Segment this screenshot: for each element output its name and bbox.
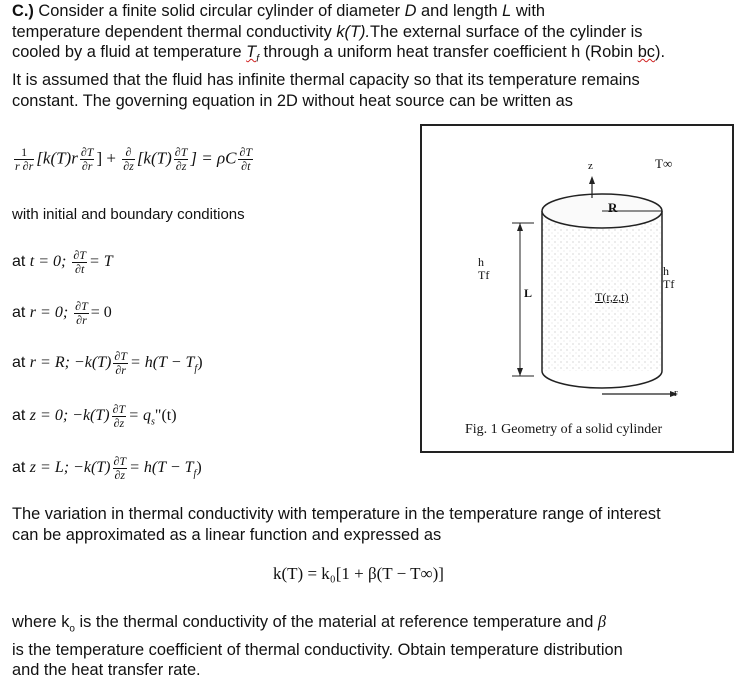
problem-intro <box>12 1 747 111</box>
conditions-heading: with initial and boundary conditions <box>12 206 245 223</box>
length-label: L <box>524 286 533 300</box>
cylinder-figure <box>420 124 734 453</box>
problem-label: C.) <box>12 2 34 20</box>
closing-line-1: where $k_o$ is the thermal conductivity of the material at reference temperature and β <box>12 612 607 635</box>
closing-line-2: is the temperature coefficient of thermal conductivity. Obtain temperature distribution <box>12 640 623 659</box>
r-label: r <box>674 387 678 399</box>
intro-line-3: cooled by a fluid at temperature $T_f$ through a uniform heat transfer coefficient h (Robin bc). <box>12 43 666 65</box>
bc-rR: at r = R; −k(T) $\frac{\partial T}{\partial r}$ = $h(T - T_f)$ <box>12 349 203 377</box>
bc-zL: at z = L; −k(T) $\frac{\partial T}{\partial z}$ = $h(T - T_f)$ <box>12 454 202 482</box>
z-label: z <box>588 160 593 172</box>
spelling-flag: bc <box>637 43 655 62</box>
bc-t0: at t = 0; $\frac{\partial T}{\partial t}$ = T <box>12 248 113 276</box>
bc-z0: at z = 0; −k(T) $\frac{\partial T}{\partial z}$ = $q_s"(t)$ <box>12 402 177 430</box>
intro-line-1: C.) Consider a finite solid circular cylinder of diameter D and length L with <box>12 2 545 20</box>
closing-line-3: and the heat transfer rate. <box>12 661 201 680</box>
h-right-label: h Tf <box>663 264 675 291</box>
h-left-label: h Tf <box>478 255 490 282</box>
conductivity-formula: k(T) = k₀[1 + β(T − T∞)] <box>273 564 444 583</box>
figure-caption: Fig. 1 Geometry of a solid cylinder <box>465 422 663 437</box>
temperature-field-label: T(r,z,t) <box>595 290 629 304</box>
closing-text <box>12 612 747 681</box>
bc-r0: at r = 0; $\frac{\partial T}{\partial r}$ = 0 <box>12 299 112 327</box>
radius-label: R <box>608 200 618 215</box>
tinf-label: T∞ <box>655 156 673 171</box>
intro-line-2: temperature dependent thermal conductivity k(T).The external surface of the cylinder is <box>12 22 643 41</box>
governing-equation: $\frac{1}{r \partial r}$ [k(T)r $\frac{\partial T}{\partial r}$ ] + $\frac{\partial}{\partial z}$ [k(T) $\frac{\partial T}{\partial z}$ ] = ρC $\frac{\partial T}{\partial t}$ <box>15 145 253 173</box>
cylinder-bottom <box>542 371 662 388</box>
variation-text: The variation in thermal conductivity with temperature in the temperature range of interest can be approximated as a linear function and expressed as <box>12 505 661 544</box>
intro-line-5: constant. The governing equation in 2D without heat source can be written as <box>12 91 573 110</box>
intro-line-4: It is assumed that the fluid has infinite thermal capacity so that its temperature remains <box>12 71 640 90</box>
cylinder-diagram <box>422 126 732 451</box>
